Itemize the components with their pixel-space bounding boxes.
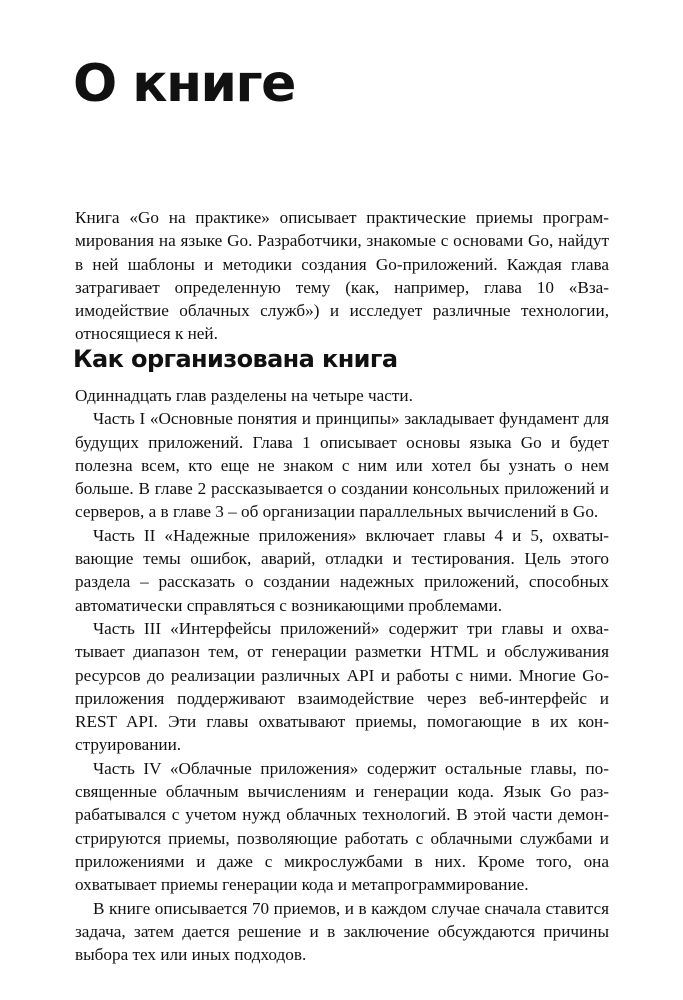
page-title: О книге: [73, 54, 295, 114]
paragraph-part-3: Часть III «Интерфейсы приложений» содержит три главы и охватывает диапазон тем, от генерации разметки HTML и обслуживания ресурсов до реализации различных API и работы с ними. Многие Go-приложения поддерживают взаимодействие через веб-интерфейс и REST API. Эти главы охватывают приемы, помогающие в их конструировании.: [75, 618, 609, 755]
intro-block: [75, 206, 609, 346]
section-body: [75, 384, 609, 966]
intro-paragraph: Книга «Go на практике» описывает практические приемы программирования на языке Go. Разработчики, знакомые с основами Go, найдут в ней шаблоны и методики создания Go-приложений. Каждая глава затрагивает определенную тему (как, например, глава 10 «Взаимодействие облачных служб») и исследует различные технологии, относящиеся к ней.: [75, 208, 609, 344]
section-heading: Как организована книга: [73, 345, 398, 373]
paragraph-part-2: Часть II «Надежные приложения» включает главы 4 и 5, охватывающие темы ошибок, аварий, отладки и тестирования. Цель этого раздела – рассказать о создании надежных приложений, способных автоматически справляться с возникающими проблемами.: [75, 525, 609, 615]
paragraph-part-4: Часть IV «Облачные приложения» содержит остальные главы, посвященные облачным вычислениям и генерации кода. Язык Go разрабатывался с учетом нужд облачных технологий. В этой части демонстрируются приемы, позволяющие работать с облачными службами и приложениями и даже с микрослужбами в них. Кроме того, она охватывает приемы генерации кода и метапрограммирование.: [75, 758, 609, 895]
paragraph-chapters-summary: Одиннадцать глав разделены на четыре части.: [75, 386, 413, 405]
paragraph-part-1: Часть I «Основные понятия и принципы» закладывает фундамент для будущих приложений. Глава 1 описывает основы языка Go и будет полезна всем, кто еще не знаком с ним или хотел бы узнать о нем больше. В главе 2 рассказывается о создании консольных приложений и серверов, а в главе 3 – об организации параллельных вычислений в Go.: [75, 409, 609, 522]
paragraph-techniques: В книге описывается 70 приемов, и в каждом случае сначала ставится задача, затем дается решение и в заключение обсуждаются причины выбора тех или иных подходов.: [75, 898, 609, 965]
